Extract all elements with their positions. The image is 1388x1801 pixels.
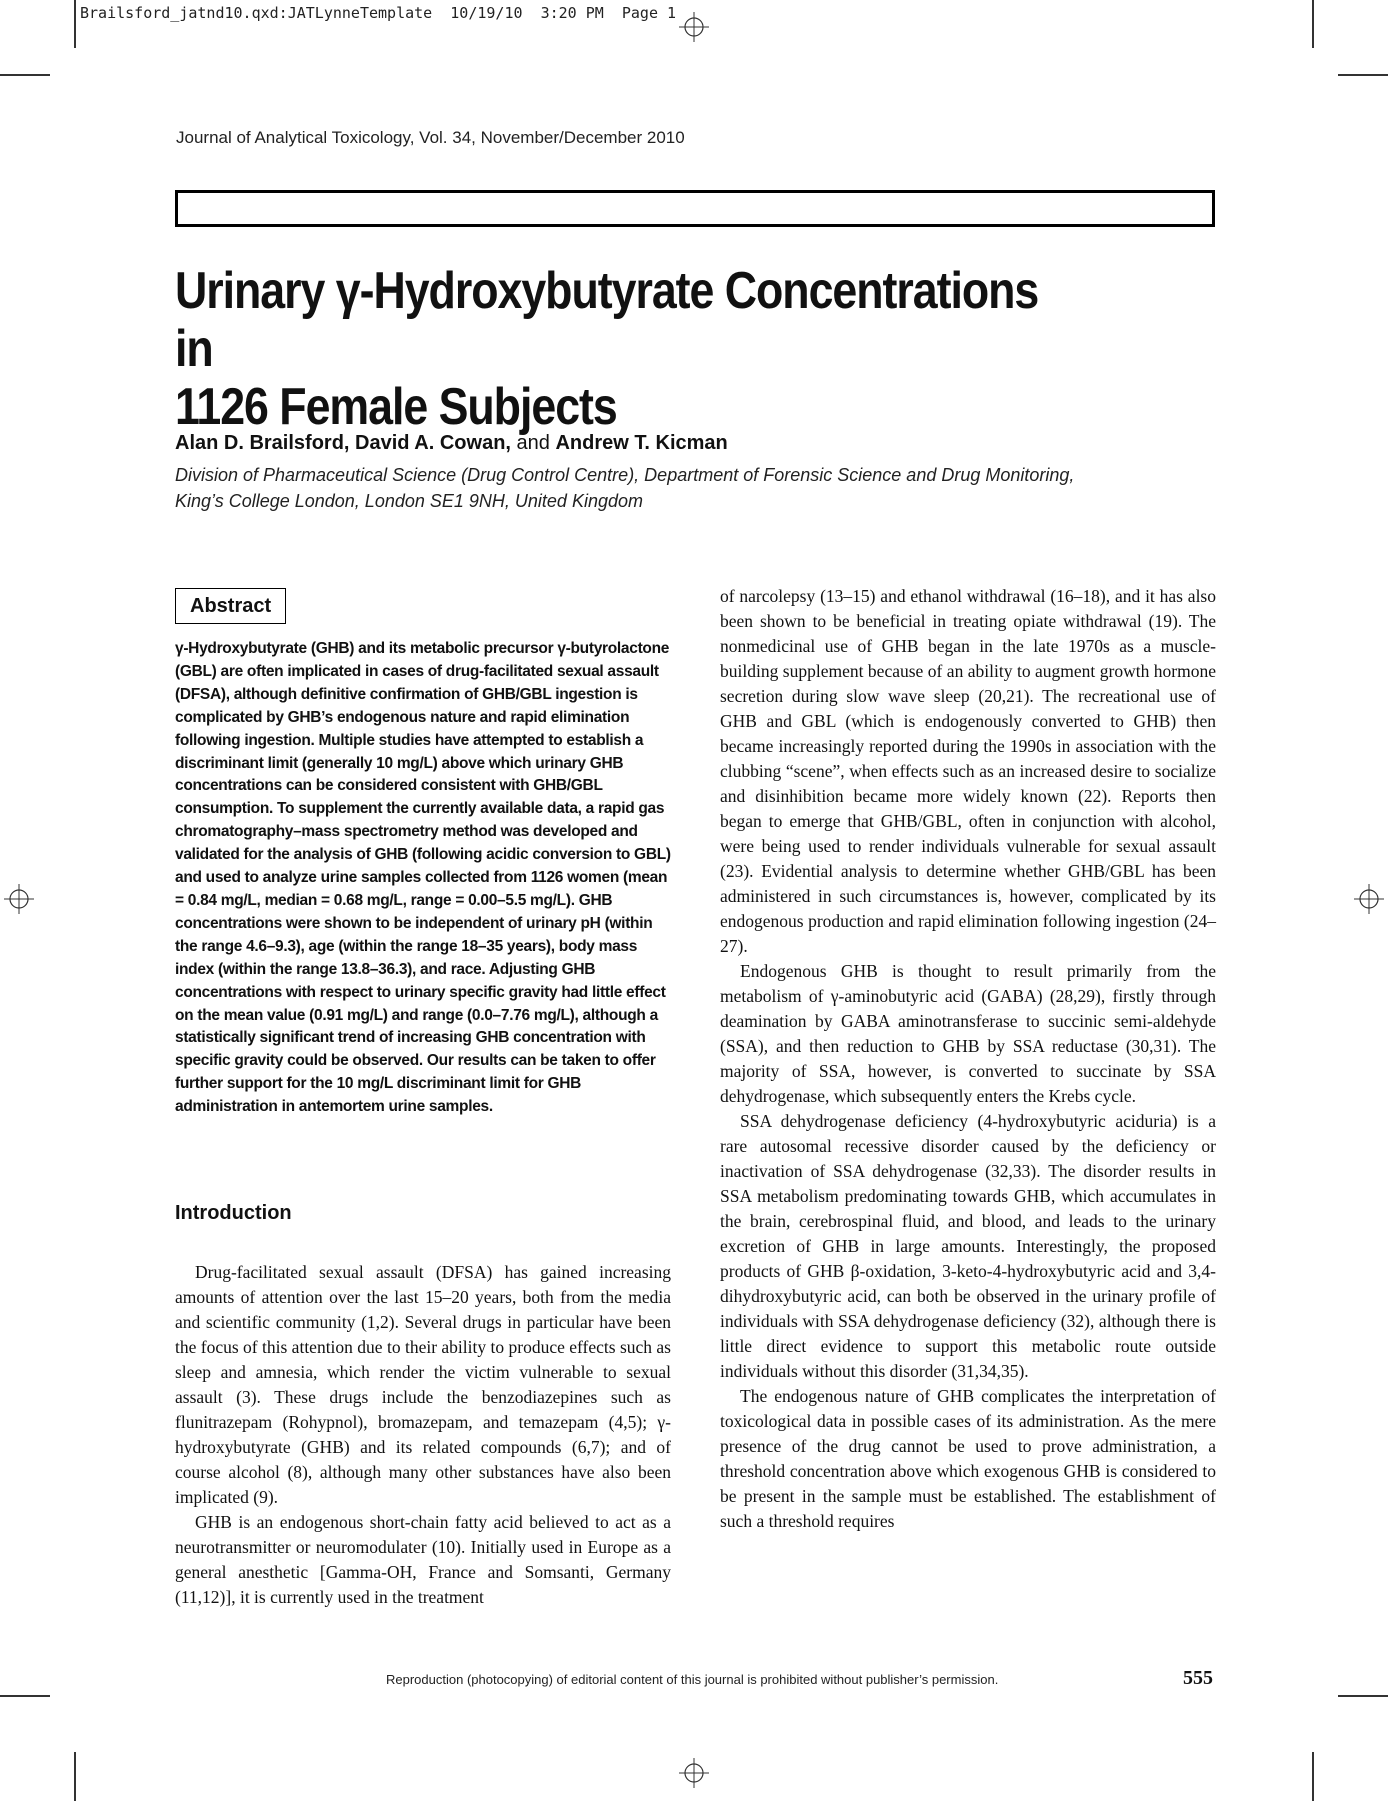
printer-slug: Brailsford_jatnd10.qxd:JATLynneTemplate 10/19/10 3:20 PM Page 1 <box>80 4 677 22</box>
affiliation <box>175 462 1175 514</box>
author-name: Andrew T. Kicman <box>555 432 728 454</box>
crop-mark <box>1338 1695 1388 1697</box>
title-line-1: Urinary γ-Hydroxybutyrate Concentrations in <box>175 262 1039 378</box>
author-list <box>175 432 728 455</box>
crop-mark <box>74 1752 76 1801</box>
title-line-2: 1126 Female Subjects <box>175 378 617 436</box>
author-names: Alan D. Brailsford, David A. Cowan, <box>175 432 511 454</box>
body-paragraph: Endogenous GHB is thought to result primarily from the metabolism of γ-aminobutyric acid (GABA) (28,29), firstly through deamination by GABA aminotransferase to succinic semi-aldehyde (SSA), and then reduction to GHB by SSA reductase (30,31). The majority of SSA, however, is converted to succinate by SSA dehydrogenase, which subsequently enters the Krebs cycle. <box>720 961 1216 1106</box>
page-number: 555 <box>1183 1667 1213 1689</box>
journal-header: Journal of Analytical Toxicology, Vol. 34, November/December 2010 <box>176 128 685 147</box>
body-paragraph: of narcolepsy (13–15) and ethanol withdrawal (16–18), and it has also been shown to be beneficial in treating opiate withdrawal (19). The nonmedicinal use of GHB began in the late 1970s as a muscle-building supplement because of an ability to augment growth hormone secretion during slow wave sleep (20,21). The recreational use of GHB and GBL (which is endogenously converted to GHB) then became increasingly reported during the 1990s in association with the clubbing “scene”, when effects such as an increased desire to socialize and disinhibition became more widely known (22). Reports then began to emerge that GHB/GBL, often in conjunction with alcohol, were being used to render individuals vulnerable for sexual assault (23). Evidential analysis to determine whether GHB/GBL has been administered in such circumstances is, however, complicated by its endogenous production and rapid elimination following ingestion (24–27). <box>720 586 1216 956</box>
abstract-heading: Abstract <box>175 588 286 624</box>
registration-mark-icon <box>679 12 709 42</box>
crop-mark <box>1338 74 1388 76</box>
crop-mark <box>1312 0 1314 48</box>
author-conjunction: and <box>516 432 550 454</box>
affiliation-line-2: King’s College London, London SE1 9NH, United Kingdom <box>175 491 643 511</box>
body-paragraph: GHB is an endogenous short-chain fatty acid believed to act as a neurotransmitter or neuromodulater (10). Initially used in Europe as a general anesthetic [Gamma-OH, France and Somsanti, Germany (11,12)], it is currently used in the treatment <box>175 1512 671 1607</box>
crop-mark <box>0 74 50 76</box>
article-title <box>175 262 1078 436</box>
crop-mark <box>1312 1752 1314 1801</box>
body-paragraph: Drug-facilitated sexual assault (DFSA) has gained increasing amounts of attention over the last 15–20 years, both from the media and scientific community (1,2). Several drugs in particular have been the focus of this attention due to their ability to produce effects such as sleep and amnesia, which render the victim vulnerable to sexual assault (3). These drugs include the benzodiazepines such as flunitrazepam (Rohypnol), bromazepam, and temazepam (4,5); γ-hydroxybutyrate (GHB) and its related compounds (6,7); and of course alcohol (8), although many other substances have also been implicated (9). <box>175 1262 671 1507</box>
introduction-heading: Introduction <box>175 1202 292 1224</box>
body-paragraph: SSA dehydrogenase deficiency (4-hydroxybutyric aciduria) is a rare autosomal recessive disorder caused by the deficiency or inactivation of SSA dehydrogenase (32,33). The disorder results in SSA metabolism predominating towards GHB, which accumulates in the brain, cerebrospinal fluid, and blood, and leads to the urinary excretion of GHB in large amounts. Interestingly, the proposed products of GHB β-oxidation, 3-keto-4-hydroxybutyric acid and 3,4-dihydroxybutyric acid, can both be observed in the urinary profile of individuals with SSA dehydrogenase deficiency (32), although there is little direct evidence to support this metabolic route outside individuals without this disorder (31,34,35). <box>720 1111 1216 1381</box>
affiliation-line-1: Division of Pharmaceutical Science (Drug Control Centre), Department of Forensic Science and Drug Monitoring, <box>175 465 1075 485</box>
abstract-text: γ-Hydroxybutyrate (GHB) and its metabolic precursor γ-butyrolactone (GBL) are often implicated in cases of drug-facilitated sexual assault (DFSA), although definitive confirmation of GHB/GBL ingestion is complicated by GHB’s endogenous nature and rapid elimination following ingestion. Multiple studies have attempted to establish a discriminant limit (generally 10 mg/L) above which urinary GHB concentrations can be considered consistent with GHB/GBL consumption. To supplement the currently available data, a rapid gas chromatography–mass spectrometry method was developed and validated for the analysis of GHB (following acidic conversion to GBL) and used to analyze urine samples collected from 1126 women (mean = 0.84 mg/L, median = 0.68 mg/L, range = 0.00–5.5 mg/L). GHB concentrations were shown to be independent of urinary pH (within the range 4.6–9.3), age (within the range 18–35 years), body mass index (within the range 13.8–36.3), and race. Adjusting GHB concentrations with respect to urinary specific gravity had little effect on the mean value (0.91 mg/L) and range (0.0–7.76 mg/L), although a statistically significant trend of increasing GHB concentration with specific gravity could be observed. Our results can be taken to offer further support for the 10 mg/L discriminant limit for GHB administration in antemortem urine samples. <box>175 640 671 1116</box>
crop-mark <box>74 0 76 48</box>
body-column-left <box>175 1260 671 1610</box>
crop-mark <box>0 1695 50 1697</box>
footer-copyright-note: Reproduction (photocopying) of editorial content of this journal is prohibited without publisher’s permission. <box>386 1672 999 1687</box>
registration-mark-icon <box>679 1758 709 1788</box>
header-rule-box <box>175 190 1215 227</box>
body-paragraph: The endogenous nature of GHB complicates the interpretation of toxicological data in possible cases of its administration. As the mere presence of the drug cannot be used to prove administration, a threshold concentration above which exogenous GHB is considered to be present in the sample must be established. The establishment of such a threshold requires <box>720 1386 1216 1531</box>
body-column-right <box>720 584 1216 1534</box>
registration-mark-icon <box>1354 884 1384 914</box>
registration-mark-icon <box>4 884 34 914</box>
